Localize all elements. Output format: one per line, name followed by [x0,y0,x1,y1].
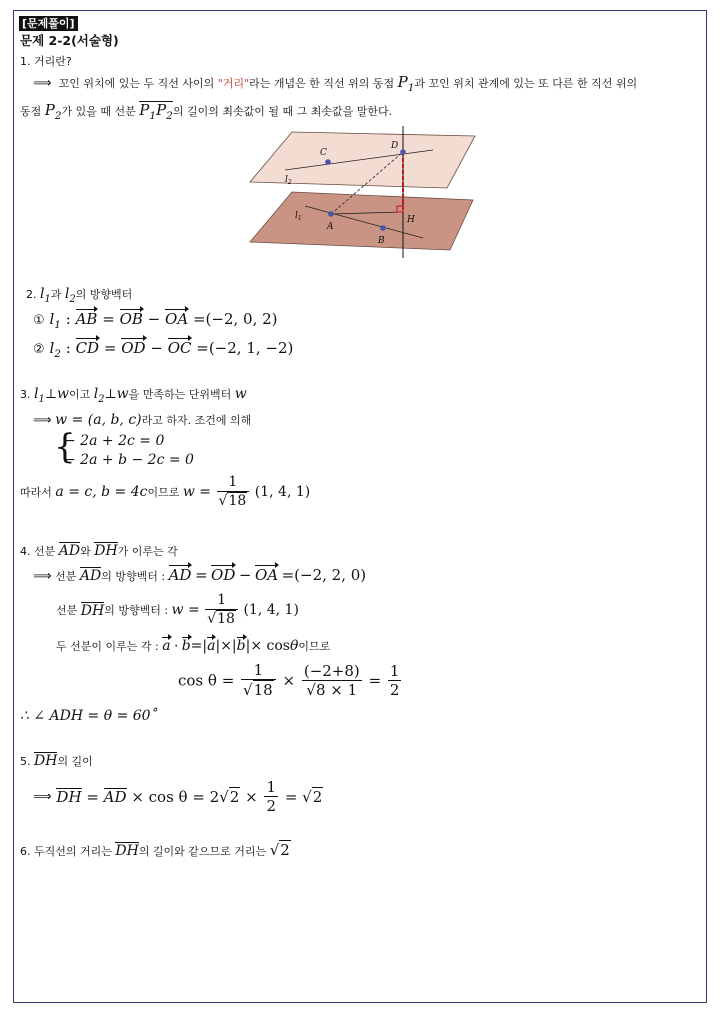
label-d: D [391,141,399,151]
header-label [19,12,78,31]
s6-text: 6. 두직선의 거리는 DH의 길이와 같으므로 거리는 √2 [20,841,290,859]
s1-line2-b: 가 있을 때 선분 [61,105,140,118]
s1-line1-c: 과 꼬인 위치 관계에 있는 또 다른 한 직선 위의 [414,77,638,90]
s5-heading: 5. DH의 길이 [20,753,93,769]
upper-plane [250,132,475,188]
point-b [380,225,386,231]
label-b: B [378,236,385,246]
s3-eq2: − 2a + b − 2c = 0 [64,452,194,468]
s3-assume: ⟹ w = (a, b, c)라고 하자. 조건에 의해 [33,412,252,428]
point-d [400,149,406,155]
arrow-icon: ⟹ [33,76,52,91]
s1-line2-c: 의 길이의 최솟값이 될 때 그 최솟값을 말한다. [172,105,393,118]
s1-segment: $P_1P_2$ [139,101,173,122]
s4-line1: ⟹ 선분 AD의 방향벡터 : AD = OD − OA =(−2, 2, 0) [33,566,367,584]
label-l1: $l_1$ [295,211,302,222]
s4-cos-formula: cos θ = $\frac{1}{√18}$ × $\frac{(-2+8)}{√8 \times 1}$ = $\frac{1}{2}$ [178,661,400,699]
s4-conclusion: ∴ ∠ ADH = θ = 60˚ [20,708,158,724]
s1-p2: $P_2$ [44,101,62,122]
s1-line1-a: 꼬인 위치에 있는 두 직선 사이의 [58,77,218,90]
s1-heading: 1. 거리란? [20,55,72,68]
s1-line2-a: 동점 [20,105,45,118]
label-a: A [327,222,334,232]
label-l2: $l_2$ [285,175,292,186]
s3-heading: 3. $l_1\perp w$이고 $l_2\perp w$을 만족하는 단위벡터 w [20,386,247,405]
s4-heading: 4. 선분 AD와 DH가 이루는 각 [20,543,178,559]
label-c: C [320,148,327,158]
s3-conclusion: 따라서 a = c, b = 4c이므로 w = $\frac{1}{√18}$ (1, 4, 1) [20,474,311,509]
point-c [325,159,331,165]
s1-line1 [33,73,637,94]
s2-item1: ① $l_1$ : AB = OB − OA =(−2, 0, 2) [33,310,278,331]
planes-diagram [247,124,477,258]
label-h: H [407,215,415,225]
s4-line3: 두 선분이 이루는 각 : a · b=|a|×|b|× cosθ이므로 [56,638,331,654]
s2-heading: 2. $l_1$과 $l_2$의 방향벡터 [26,286,133,305]
header-label-text: [문제풀이] [19,16,78,31]
s4-line2: 선분 DH의 방향벡터 : w = $\frac{1}{√18}$ (1, 4, 1) [56,592,299,627]
problem-title: 문제 2-2(서술형) [20,33,119,48]
s5-formula: ⟹ DH = AD × cos θ = 2√2 × $\frac{1}{2}$ = √2 [33,778,323,815]
s1-quote-word: "거리" [217,77,250,90]
s2-item2: ② $l_2$ : CD = OD − OC =(−2, 1, −2) [33,339,294,360]
point-a [328,211,334,217]
s1-line1-b: 라는 개념은 한 직선 위의 동점 [249,77,398,90]
s3-eq1: − 2a + 2c = 0 [64,433,165,449]
s1-line2 [20,101,392,122]
s1-p1: $P_1$ [397,73,415,94]
